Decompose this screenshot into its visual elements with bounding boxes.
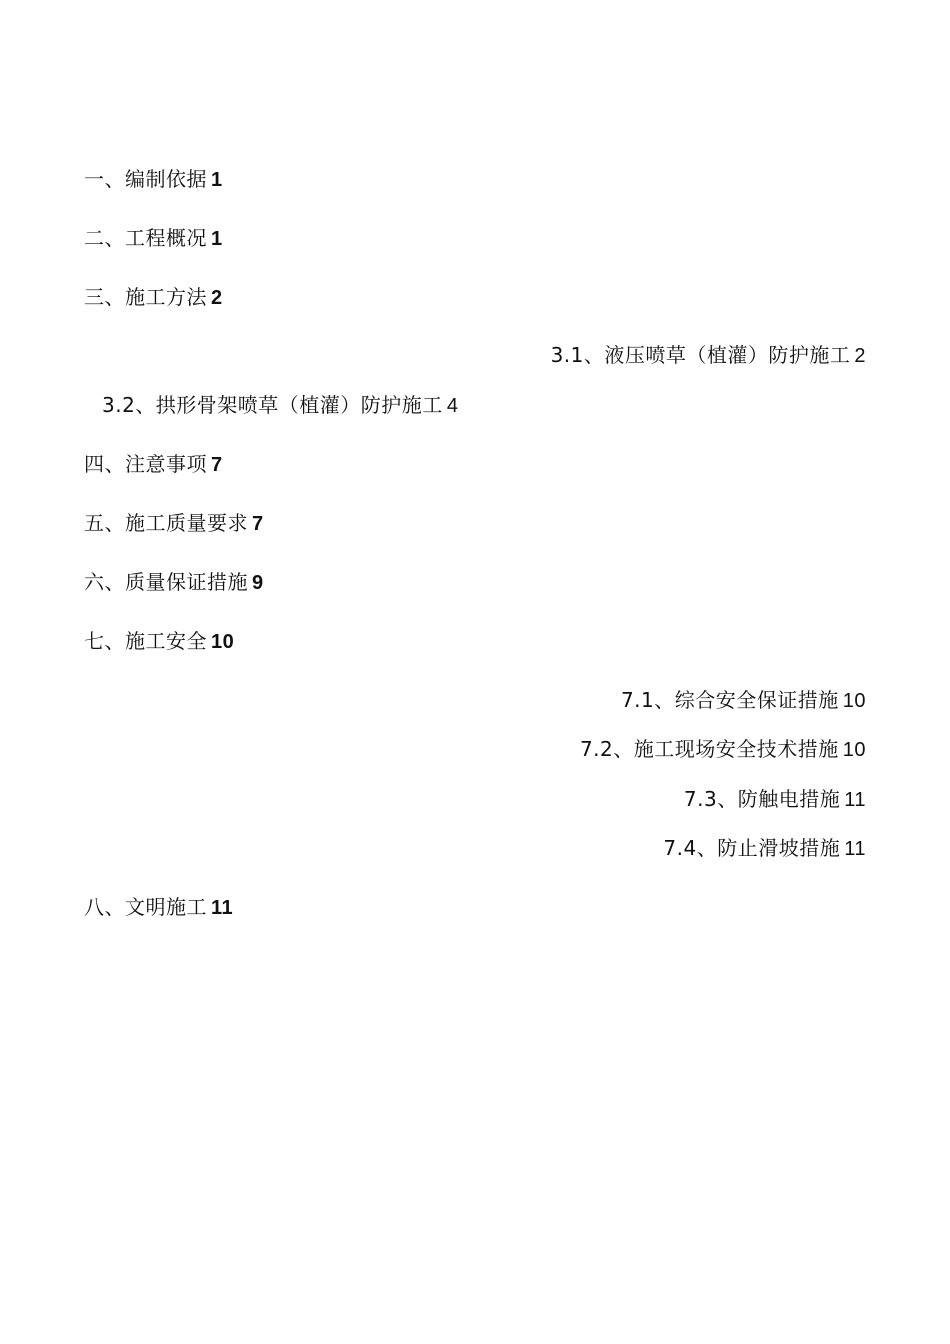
- toc-entry-1[interactable]: [84, 165, 223, 194]
- toc-entry-page: 10: [842, 739, 866, 761]
- toc-entry-8[interactable]: [84, 893, 233, 922]
- toc-entry-title: 7.1、综合安全保证措施: [620, 688, 839, 712]
- toc-entry-4[interactable]: [84, 450, 223, 479]
- toc-entry-page: 11: [211, 897, 234, 919]
- toc-entry-title: 五、施工质量要求: [84, 511, 248, 535]
- toc-entry-title: 7.2、施工现场安全技术措施: [579, 737, 839, 761]
- toc-entry-page: 7: [252, 513, 264, 535]
- toc-entry-title: 7.4、防止滑坡措施: [663, 836, 841, 860]
- toc-entry-title: 八、文明施工: [84, 895, 207, 919]
- toc-entry-title: 3.1、液压喷草（植灌）防护施工: [550, 343, 851, 367]
- toc-entry-2[interactable]: [84, 224, 223, 253]
- toc-entry-page: 10: [842, 690, 866, 712]
- toc-entry-title: 四、注意事项: [84, 452, 207, 476]
- toc-entry-page: 4: [446, 395, 459, 417]
- toc-entry-page: 11: [844, 838, 866, 860]
- toc-entry-title: 三、施工方法: [84, 285, 207, 309]
- toc-entry-title: 六、质量保证措施: [84, 570, 248, 594]
- toc-entry-title: 七、施工安全: [84, 629, 207, 653]
- toc-entry-title: 7.3、防触电措施: [683, 787, 841, 811]
- toc-entry-title: 一、编制依据: [84, 167, 207, 191]
- toc-entry-7-4[interactable]: [663, 834, 866, 863]
- toc-entry-page: 10: [211, 631, 235, 653]
- toc-entry-7-1[interactable]: [621, 686, 866, 715]
- toc-entry-page: 9: [252, 572, 264, 594]
- toc-entry-title: 二、工程概况: [84, 226, 207, 250]
- toc-entry-page: 2: [211, 287, 223, 309]
- toc-entry-3-1[interactable]: [551, 341, 866, 370]
- toc-entry-7[interactable]: [84, 627, 234, 656]
- toc-entry-title: 3.2、拱形骨架喷草（植灌）防护施工: [102, 393, 443, 417]
- toc-entry-5[interactable]: [84, 509, 264, 538]
- toc-entry-7-2[interactable]: [580, 735, 866, 764]
- toc-entry-7-3[interactable]: [684, 785, 866, 814]
- toc-entry-page: 7: [211, 454, 223, 476]
- toc-entry-page: 1: [211, 169, 223, 191]
- toc-entry-page: 1: [211, 228, 223, 250]
- toc-entry-page: 2: [854, 345, 866, 367]
- toc-entry-3-2[interactable]: [102, 391, 458, 420]
- toc-entry-page: 11: [844, 789, 866, 811]
- toc-entry-6[interactable]: [84, 568, 264, 597]
- toc-entry-3[interactable]: [84, 283, 223, 312]
